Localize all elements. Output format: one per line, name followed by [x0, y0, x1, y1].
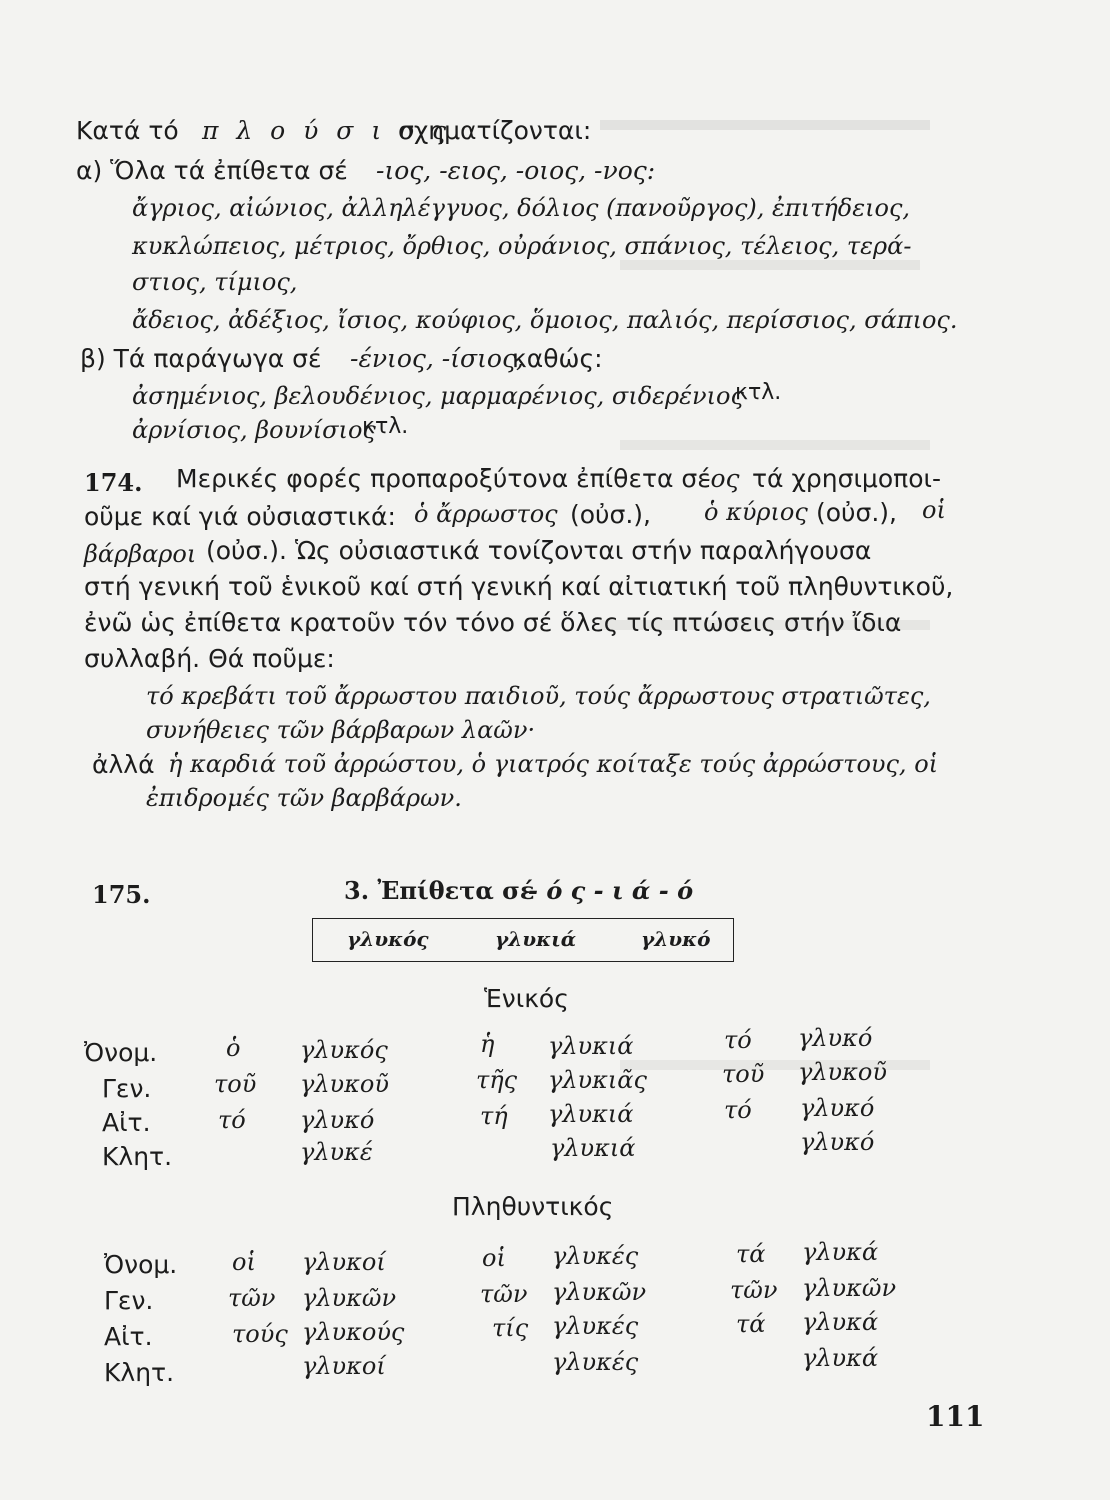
bleed-through	[620, 260, 920, 284]
text-line: συλλαβή. Θά ποῦμε:	[84, 644, 335, 673]
case-label: Γεν.	[104, 1286, 154, 1315]
article: τά	[736, 1310, 766, 1338]
text-line: ἄγριος, αἰώνιος, ἀλληλέγγυος, δόλιος (πανοῦργος), ἐπιτήδειος,	[132, 194, 911, 222]
text-word: -ιος, -ειος, -οιος, -νος:	[376, 156, 656, 185]
article: τῶν	[480, 1280, 528, 1308]
form: γλυκές	[552, 1312, 639, 1340]
singular-heading: Ἑνικός	[484, 984, 569, 1013]
form: γλυκές	[552, 1242, 639, 1270]
form: γλυκιά	[548, 1032, 634, 1060]
case-label: Ὀνομ.	[104, 1250, 178, 1279]
article: ἡ	[480, 1030, 495, 1058]
text-line: β) Τά παράγωγα σέ	[80, 344, 322, 373]
text-line: ἀρνίσιος, βουνίσιος	[132, 416, 376, 444]
form: γλυκό	[800, 1128, 875, 1156]
section-number: 175.	[92, 880, 151, 909]
article: τῆς	[476, 1066, 518, 1094]
form: γλυκά	[802, 1238, 879, 1266]
example-line: συνήθειες τῶν βάρβαρων λαῶν·	[146, 716, 536, 744]
text-word: -ος	[702, 464, 740, 493]
case-label: Κλητ.	[104, 1358, 175, 1387]
section-title: 3. Ἐπίθετα σέ	[344, 876, 535, 905]
form: γλυκοῦ	[300, 1070, 389, 1098]
text-line: ἐνῶ ὡς ἐπίθετα κρατοῦν τόν τόνο σέ ὅλες τίς πτώσεις στήν ἴδια	[84, 608, 902, 637]
article: τούς	[232, 1320, 288, 1348]
article: τά	[736, 1240, 766, 1268]
box-masculine: γλυκός	[347, 927, 429, 951]
text-line: Μερικές φορές προπαροξύτονα ἐπίθετα σέ	[176, 464, 711, 493]
text-word: κτλ.	[362, 414, 409, 439]
article: τῶν	[228, 1284, 276, 1312]
article: τή	[480, 1102, 508, 1130]
text-line: κυκλώπειος, μέτριος, ὄρθιος, οὐράνιος, σπάνιος, τέλειος, τερά-	[132, 232, 912, 260]
form: γλυκιά	[550, 1134, 636, 1162]
article: οἱ	[232, 1248, 256, 1276]
text-word: οἱ	[922, 496, 946, 524]
section-number: 174.	[84, 468, 143, 497]
box-feminine: γλυκιά	[495, 927, 577, 951]
text-line: οῦμε καί γιά οὐσιαστικά:	[84, 502, 396, 531]
text-word: ὁ ἄρρωστος	[414, 500, 558, 528]
form: γλυκῶν	[802, 1274, 897, 1302]
article: ὁ	[226, 1034, 241, 1062]
form: γλυκοί	[302, 1248, 386, 1276]
form: γλυκιά	[548, 1100, 634, 1128]
case-label: Αἰτ.	[102, 1108, 151, 1137]
article: τό	[724, 1096, 752, 1124]
text-line: α) Ὅλα τά ἐπίθετα σέ	[76, 156, 348, 185]
article: τοῦ	[722, 1060, 765, 1088]
text-line: στιος, τίμιος,	[132, 268, 298, 296]
form: γλυκοῦ	[798, 1058, 887, 1086]
form: γλυκά	[802, 1344, 879, 1372]
text-word: σχηματίζονται:	[398, 116, 592, 145]
text-word: καθώς:	[512, 344, 603, 373]
example-line: ἐπιδρομές τῶν βαρβάρων.	[146, 784, 462, 812]
text-word: ὁ κύριος	[704, 498, 808, 526]
case-label: Αἰτ.	[104, 1322, 153, 1351]
form: γλυκό	[800, 1094, 875, 1122]
page-number: 111	[926, 1400, 985, 1433]
form: γλυκά	[802, 1308, 879, 1336]
example-line: τό κρεβάτι τοῦ ἄρρωστου παιδιοῦ, τούς ἄρρωστους στρατιῶτες,	[146, 682, 931, 710]
form: γλυκέ	[300, 1138, 373, 1166]
form: γλυκός	[300, 1036, 388, 1064]
form: γλυκές	[552, 1348, 639, 1376]
article: τῶν	[730, 1276, 778, 1304]
bleed-through	[620, 440, 930, 464]
text-word: (οὐσ.),	[570, 500, 652, 529]
case-label: Ὀνομ.	[84, 1038, 158, 1067]
text-word: (οὐσ.),	[816, 498, 898, 527]
form: γλυκούς	[302, 1318, 405, 1346]
form: γλυκό	[300, 1106, 375, 1134]
case-label: Κλητ.	[102, 1142, 173, 1171]
form: γλυκό	[798, 1024, 873, 1052]
text-word: τά χρησιμοποι-	[752, 464, 941, 493]
text-line: (οὐσ.). Ὡς οὐσιαστικά τονίζονται στήν παραλήγουσα	[206, 536, 872, 565]
text-word: ἀλλά	[92, 750, 155, 779]
article: τό	[218, 1106, 246, 1134]
example-line: ἡ καρδιά τοῦ ἀρρώστου, ὁ γιατρός κοίταξε τούς ἀρρώστους, οἱ	[168, 750, 939, 778]
box-neuter: γλυκό	[641, 927, 711, 951]
article: τίς	[492, 1314, 529, 1342]
text-line: ἀσημένιος, βελουδένιος, μαρμαρένιος, σιδερένιος	[132, 382, 744, 410]
text-line: στή γενική τοῦ ἑνικοῦ καί στή γενική καί αἰτιατική τοῦ πληθυντικοῦ,	[84, 572, 954, 601]
article: οἱ	[482, 1244, 506, 1272]
plural-heading: Πληθυντικός	[452, 1192, 614, 1221]
text-word: -ένιος, -ίσιος,	[350, 344, 524, 373]
bleed-through	[600, 120, 930, 144]
article: τοῦ	[214, 1070, 257, 1098]
form: γλυκιᾶς	[548, 1066, 647, 1094]
text-line: Κατά τό	[76, 116, 179, 145]
case-label: Γεν.	[102, 1074, 152, 1103]
text-word: π λ ο ύ σ ι ο ς	[202, 116, 452, 145]
text-line: ἄδειος, ἀδέξιος, ἴσιος, κούφιος, ὅμοιος, παλιός, περίσσιος, σάπιος.	[132, 306, 958, 334]
form: γλυκῶν	[302, 1284, 397, 1312]
form: γλυκοί	[302, 1352, 386, 1380]
text-word: βάρβαροι	[84, 540, 197, 568]
section-title-endings: - ό ς - ι ά - ό	[528, 876, 694, 905]
text-word: κτλ.	[735, 380, 782, 405]
paradigm-box	[312, 918, 734, 962]
form: γλυκῶν	[552, 1278, 647, 1306]
article: τό	[724, 1026, 752, 1054]
